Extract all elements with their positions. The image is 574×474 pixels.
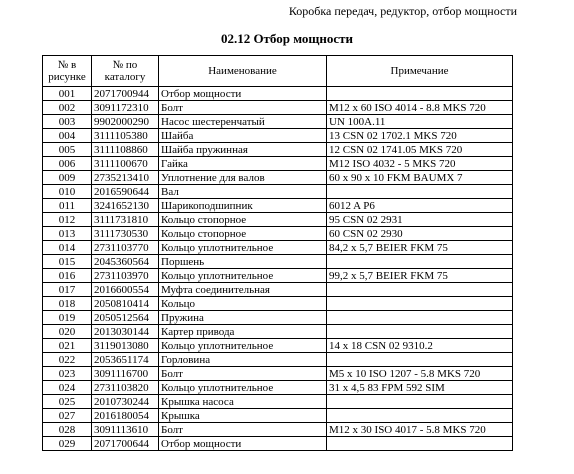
cell-catalog-number: 9902000290 (92, 115, 159, 129)
cell-catalog-number: 2071700944 (92, 87, 159, 101)
cell-figure-number: 021 (43, 339, 92, 353)
cell-note: 60 x 90 x 10 FKM BAUMX 7 (327, 171, 513, 185)
parts-table-body (43, 87, 513, 451)
cell-catalog-number: 2071700644 (92, 437, 159, 451)
table-row (43, 171, 513, 185)
cell-catalog-number: 2735213410 (92, 171, 159, 185)
table-row (43, 101, 513, 115)
table-row (43, 297, 513, 311)
cell-catalog-number: 3111100670 (92, 157, 159, 171)
cell-part-name: Шайба (159, 129, 327, 143)
table-row (43, 437, 513, 451)
cell-note (327, 395, 513, 409)
cell-figure-number: 028 (43, 423, 92, 437)
cell-catalog-number: 3111105380 (92, 129, 159, 143)
parts-table (42, 55, 513, 451)
cell-catalog-number: 2016600554 (92, 283, 159, 297)
cell-note (327, 325, 513, 339)
cell-catalog-number: 2731103770 (92, 241, 159, 255)
cell-note: 99,2 x 5,7 BEIER FKM 75 (327, 269, 513, 283)
cell-note: M12 x 30 ISO 4017 - 5.8 MKS 720 (327, 423, 513, 437)
cell-part-name: Поршень (159, 255, 327, 269)
table-row (43, 311, 513, 325)
cell-figure-number: 013 (43, 227, 92, 241)
cell-catalog-number: 3111731810 (92, 213, 159, 227)
table-row (43, 339, 513, 353)
table-row (43, 185, 513, 199)
cell-part-name: Картер привода (159, 325, 327, 339)
cell-figure-number: 016 (43, 269, 92, 283)
cell-note (327, 255, 513, 269)
cell-figure-number: 014 (43, 241, 92, 255)
cell-note (327, 297, 513, 311)
cell-catalog-number: 3091172310 (92, 101, 159, 115)
cell-note: 84,2 x 5,7 BEIER FKM 75 (327, 241, 513, 255)
cell-figure-number: 010 (43, 185, 92, 199)
table-row (43, 129, 513, 143)
cell-part-name: Крышка насоса (159, 395, 327, 409)
table-row (43, 269, 513, 283)
cell-note: 13 CSN 02 1702.1 MKS 720 (327, 129, 513, 143)
cell-note: 14 x 18 CSN 02 9310.2 (327, 339, 513, 353)
table-row (43, 367, 513, 381)
cell-catalog-number: 3241652130 (92, 199, 159, 213)
cell-note: M12 ISO 4032 - 5 MKS 720 (327, 157, 513, 171)
cell-figure-number: 015 (43, 255, 92, 269)
cell-part-name: Кольцо (159, 297, 327, 311)
cell-catalog-number: 2010730244 (92, 395, 159, 409)
cell-note: 12 CSN 02 1741.05 MKS 720 (327, 143, 513, 157)
cell-part-name: Кольцо уплотнительное (159, 339, 327, 353)
cell-catalog-number: 2050512564 (92, 311, 159, 325)
table-row (43, 353, 513, 367)
cell-note: 60 CSN 02 2930 (327, 227, 513, 241)
table-row (43, 423, 513, 437)
cell-catalog-number: 2013030144 (92, 325, 159, 339)
table-row (43, 241, 513, 255)
cell-figure-number: 025 (43, 395, 92, 409)
cell-note: M5 x 10 ISO 1207 - 5.8 MKS 720 (327, 367, 513, 381)
cell-note: UN 100A.11 (327, 115, 513, 129)
cell-part-name: Насос шестеренчатый (159, 115, 327, 129)
cell-part-name: Отбор мощности (159, 437, 327, 451)
cell-figure-number: 020 (43, 325, 92, 339)
cell-part-name: Гайка (159, 157, 327, 171)
table-row (43, 409, 513, 423)
cell-part-name: Болт (159, 101, 327, 115)
cell-part-name: Отбор мощности (159, 87, 327, 101)
cell-note (327, 437, 513, 451)
cell-part-name: Шарикоподшипник (159, 199, 327, 213)
cell-catalog-number: 3111730530 (92, 227, 159, 241)
cell-catalog-number: 3091113610 (92, 423, 159, 437)
cell-catalog-number: 2050810414 (92, 297, 159, 311)
cell-catalog-number: 2731103970 (92, 269, 159, 283)
table-row (43, 381, 513, 395)
cell-part-name: Горловина (159, 353, 327, 367)
cell-catalog-number: 2016590644 (92, 185, 159, 199)
cell-figure-number: 011 (43, 199, 92, 213)
section-caption: Коробка передач, редуктор, отбор мощности (288, 4, 517, 18)
cell-note (327, 87, 513, 101)
cell-note: 31 x 4,5 83 FPM 592 SIM (327, 381, 513, 395)
table-row (43, 115, 513, 129)
cell-catalog-number: 2053651174 (92, 353, 159, 367)
cell-figure-number: 005 (43, 143, 92, 157)
column-header-note: Примечание (327, 56, 513, 87)
cell-note: M12 x 60 ISO 4014 - 8.8 MKS 720 (327, 101, 513, 115)
cell-figure-number: 012 (43, 213, 92, 227)
table-row (43, 255, 513, 269)
table-row (43, 395, 513, 409)
cell-part-name: Шайба пружинная (159, 143, 327, 157)
cell-part-name: Крышка (159, 409, 327, 423)
table-row (43, 227, 513, 241)
table-row (43, 143, 513, 157)
cell-figure-number: 018 (43, 297, 92, 311)
cell-catalog-number: 3091116700 (92, 367, 159, 381)
cell-part-name: Кольцо стопорное (159, 227, 327, 241)
page-title: 02.12 Отбор мощности (220, 31, 354, 46)
cell-part-name: Кольцо уплотнительное (159, 381, 327, 395)
cell-figure-number: 019 (43, 311, 92, 325)
cell-part-name: Пружина (159, 311, 327, 325)
table-row (43, 199, 513, 213)
cell-figure-number: 023 (43, 367, 92, 381)
cell-part-name: Болт (159, 367, 327, 381)
cell-part-name: Кольцо стопорное (159, 213, 327, 227)
cell-part-name: Кольцо уплотнительное (159, 269, 327, 283)
cell-note (327, 283, 513, 297)
cell-part-name: Вал (159, 185, 327, 199)
cell-figure-number: 009 (43, 171, 92, 185)
cell-note (327, 185, 513, 199)
cell-catalog-number: 3111108860 (92, 143, 159, 157)
table-row (43, 283, 513, 297)
cell-catalog-number: 2016180054 (92, 409, 159, 423)
table-row (43, 87, 513, 101)
cell-catalog-number: 2045360564 (92, 255, 159, 269)
cell-part-name: Уплотнение для валов (159, 171, 327, 185)
cell-figure-number: 002 (43, 101, 92, 115)
cell-figure-number: 004 (43, 129, 92, 143)
column-header-fig-no: № в рисунке (43, 56, 92, 87)
cell-note (327, 311, 513, 325)
column-header-name: Наименование (159, 56, 327, 87)
cell-figure-number: 024 (43, 381, 92, 395)
cell-figure-number: 017 (43, 283, 92, 297)
cell-catalog-number: 3119013080 (92, 339, 159, 353)
cell-note: 95 CSN 02 2931 (327, 213, 513, 227)
table-row (43, 325, 513, 339)
cell-figure-number: 003 (43, 115, 92, 129)
cell-figure-number: 006 (43, 157, 92, 171)
table-header-row (43, 56, 513, 87)
cell-part-name: Кольцо уплотнительное (159, 241, 327, 255)
cell-note: 6012 A P6 (327, 199, 513, 213)
table-row (43, 213, 513, 227)
cell-figure-number: 029 (43, 437, 92, 451)
cell-figure-number: 001 (43, 87, 92, 101)
cell-part-name: Болт (159, 423, 327, 437)
cell-note (327, 409, 513, 423)
cell-part-name: Муфта соединительная (159, 283, 327, 297)
cell-figure-number: 022 (43, 353, 92, 367)
table-row (43, 157, 513, 171)
cell-figure-number: 027 (43, 409, 92, 423)
cell-catalog-number: 2731103820 (92, 381, 159, 395)
column-header-catalog-no: № по каталогу (92, 56, 159, 87)
cell-note (327, 353, 513, 367)
